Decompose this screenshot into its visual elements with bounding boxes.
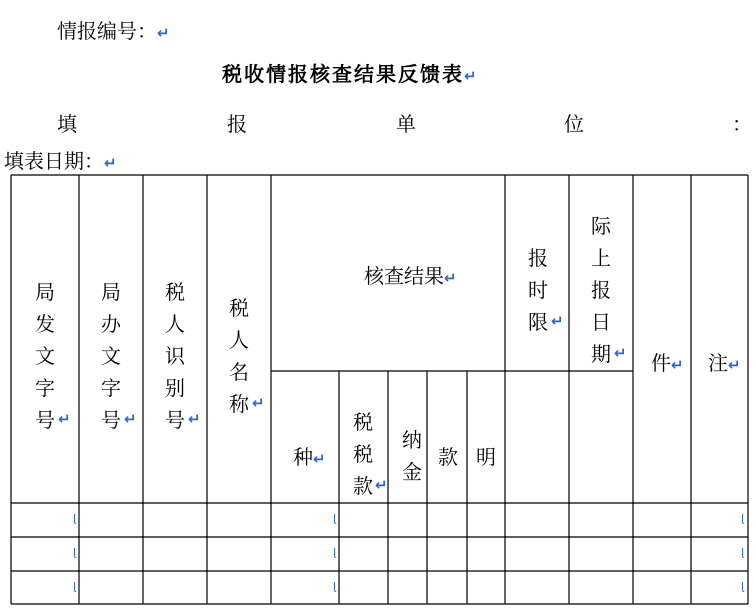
- header-char: 期: [591, 342, 611, 366]
- cell-mark-icon: ɭ: [73, 546, 77, 559]
- paragraph-mark-icon: ↵: [728, 356, 741, 374]
- paragraph-mark-icon: ↵: [252, 394, 265, 412]
- header-char: 税: [229, 296, 249, 320]
- form-title-text: 税收情报核查结果反馈表: [222, 62, 464, 86]
- paragraph-mark-icon: ↵: [157, 24, 170, 42]
- cell-mark-icon: ɭ: [333, 546, 337, 559]
- header-char: 称: [229, 392, 249, 416]
- subcol-fine: [438, 441, 458, 470]
- header-char: 金: [402, 460, 422, 484]
- paragraph-mark-icon: ↵: [375, 476, 388, 494]
- explanation-label: 明: [476, 445, 496, 469]
- header-char: 号: [35, 408, 55, 432]
- header-char: 纳: [402, 428, 422, 452]
- header-char: 文: [35, 344, 55, 368]
- header-char: 税: [353, 410, 373, 434]
- paragraph-mark-icon: ↵: [464, 67, 479, 85]
- header-char: 人: [165, 312, 185, 336]
- cell-mark-icon: ɭ: [741, 512, 745, 525]
- header-char: 文: [101, 344, 121, 368]
- header-char: 日: [591, 310, 611, 334]
- col-attachment: [651, 347, 684, 376]
- header-char: 时: [528, 278, 548, 302]
- header-char: 办: [101, 312, 121, 336]
- fill-unit-char: 填: [57, 112, 77, 136]
- note-label: 注: [708, 351, 728, 375]
- header-char: 字: [35, 376, 55, 400]
- attachment-label: 件: [651, 351, 671, 375]
- header-char: 报: [591, 278, 611, 302]
- header-char: 局: [101, 280, 121, 304]
- check-result-label: 核查结果: [364, 264, 444, 288]
- fill-unit-char: 位: [564, 112, 584, 136]
- cell-mark-icon: ɭ: [333, 512, 337, 525]
- fine-label: 款: [438, 445, 458, 469]
- header-char: 上: [591, 246, 611, 270]
- paragraph-mark-icon: ↵: [58, 410, 71, 428]
- header-char: 税: [353, 442, 373, 466]
- cell-mark-icon: ɭ: [741, 580, 745, 593]
- fill-unit-char: 单: [396, 112, 416, 136]
- header-char: 号: [165, 408, 185, 432]
- header-char: 人: [229, 328, 249, 352]
- info-number-label: 情报编号：: [57, 19, 157, 43]
- tax-type-label: 种: [293, 445, 313, 469]
- cell-mark-icon: ɭ: [73, 580, 77, 593]
- paragraph-mark-icon: ↵: [104, 154, 117, 172]
- paragraph-mark-icon: ↵: [551, 312, 564, 330]
- col-note: [708, 347, 741, 376]
- header-char: 识: [165, 344, 185, 368]
- header-char: 别: [165, 376, 185, 400]
- paragraph-mark-icon: ↵: [614, 344, 627, 362]
- header-char: 款: [353, 474, 373, 498]
- header-char: 际: [591, 214, 611, 238]
- header-char: 限: [528, 310, 548, 334]
- cell-mark-icon: ɭ: [333, 580, 337, 593]
- paragraph-mark-icon: ↵: [671, 356, 684, 374]
- check-result-header: [364, 260, 457, 289]
- header-char: 税: [165, 280, 185, 304]
- header-char: 局: [35, 280, 55, 304]
- header-char: 发: [35, 312, 55, 336]
- paragraph-mark-icon: ↵: [124, 410, 137, 428]
- header-char: 字: [101, 376, 121, 400]
- subcol-explanation: [476, 441, 496, 470]
- fill-date-label: 填表日期：: [4, 149, 104, 173]
- paragraph-mark-icon: ↵: [188, 410, 201, 428]
- cell-mark-icon: ɭ: [741, 546, 745, 559]
- fill-unit-char: 报: [227, 112, 247, 136]
- header-char: 报: [528, 246, 548, 270]
- subcol-tax-type: [293, 441, 326, 470]
- paragraph-mark-icon: ↵: [313, 450, 326, 468]
- header-char: 名: [229, 360, 249, 384]
- paragraph-mark-icon: ↵: [444, 269, 457, 287]
- cell-mark-icon: ɭ: [73, 512, 77, 525]
- header-char: 号: [101, 408, 121, 432]
- fill-unit-char: ：: [732, 112, 752, 136]
